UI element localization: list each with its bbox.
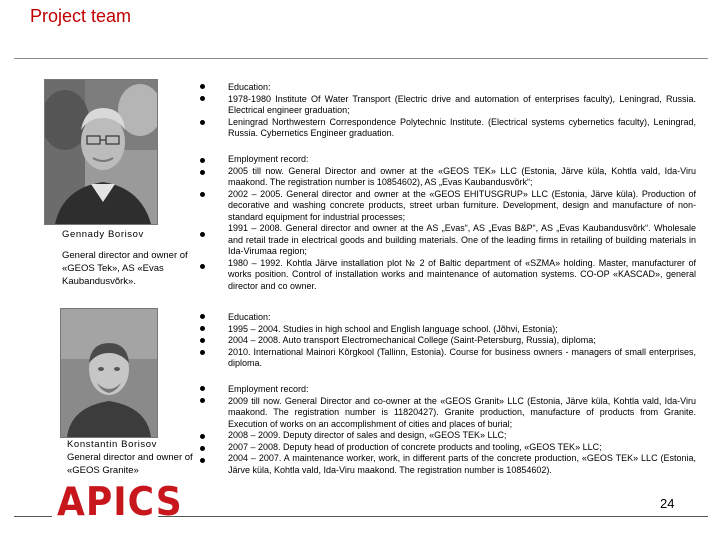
education-item: 1978-1980 Institute Of Water Transport (Electric drive and automation of enterprises faculty), Leningrad, Russia. Electrical engineer graduation;: [228, 93, 696, 115]
education-heading: Education:: [228, 82, 271, 92]
apics-logo: APICS: [57, 479, 183, 526]
employment-block-konstantin: [228, 384, 696, 476]
employment-item: 1980 – 1992. Kohtla Järve installation plot № 2 of Baltic department of «SZMA» holding. Master, manufacturer of works position. Control of installation works and maintenance of automation systems. CO-OP «KASCAD», general director and co owner.: [228, 257, 696, 291]
page-title: Project team: [30, 6, 132, 26]
person-name: Konstantin Borisov: [67, 439, 158, 450]
person-role: General director and owner of «GEOS Granite»: [67, 452, 193, 476]
person-role: General director and owner of «GEOS Tek», AS «Evas Kaubandusvõrk».: [62, 250, 188, 287]
education-item: 1995 – 2004. Studies in high school and English language school. (Jõhvi, Estonia);: [228, 323, 558, 334]
employment-item: 2002 – 2005. General director and owner at the «GEOS EHITUSGRUP» LLC (Estonia, Järve küla). Production of decorative and washing concrete products, street urban furniture. Development, design and manufacture of non-standard equipment for industrial processes;: [228, 188, 696, 222]
education-block-konstantin: [228, 312, 696, 370]
footer-divider-left: [14, 516, 52, 517]
education-heading: Education:: [228, 312, 271, 322]
person-name: Gennady Borisov: [62, 229, 144, 240]
page-number: 24: [660, 496, 675, 511]
title-divider: [14, 58, 708, 59]
education-item: 2010. International Mainori Kõrgkool (Tallinn, Estonia). Course for business owners - managers of small enterprises, diploma.: [228, 346, 696, 368]
employment-item: 2005 till now. General Director and owner at the «GEOS TEK» LLC (Estonia, Järve küla, Kohtla vald, Ida-Viru maakond. The registration number is 10854602), AS „Evas Kaubandusvõrk“;: [228, 165, 696, 187]
employment-item: 2008 – 2009. Deputy director of sales and design, «GEOS TEK» LLC;: [228, 430, 507, 440]
employment-item: 2004 – 2007. A maintenance worker, work, in different parts of the concrete production, «GEOS TEK» LLC (Estonia, Järve küla, Kohtla vald, Ida-Viru maakond. The registration number is 10854602).: [228, 453, 696, 475]
education-item: 2004 – 2008. Auto transport Electromechanical College (Saint-Petersburg, Russia), diploma;: [228, 335, 596, 345]
footer-divider-right: [158, 516, 708, 517]
employment-item: 1991 – 2008. General director and owner at the AS „Evas“, AS „Evas B&P“, AS „Evas Kaubandusvõrk“. Wholesale and retail trade in electrical goods and building materials. One of the leading firms in retailing of building materials in Ida-Virumaa region;: [228, 223, 696, 256]
employment-heading: Employment record:: [228, 384, 309, 394]
employment-block-gennady: [228, 154, 696, 292]
employment-item: 2007 – 2008. Deputy head of production of concrete products and tooling, «GEOS TEK» LLC;: [228, 441, 602, 452]
education-block-gennady: [228, 82, 696, 140]
employment-item: 2009 till now. General Director and co-owner at the «GEOS Granit» LLC (Estonia, Järve küla, Kohtla vald, Ida-Viru maakond. The registration number is 11820427). Granite production, manufacture of products from Granite. Execution of works on an accomplishment of cities and places of burial;: [228, 395, 696, 429]
education-item: Leningrad Northwestern Correspondence Polytechnic Institute. (Electrical systems cybernetics faculty), Leningrad, Russia. Cybernetics Engineer graduation.: [228, 116, 696, 138]
employment-heading: Employment record:: [228, 154, 309, 164]
portrait-photo-gennady: [44, 79, 158, 225]
person-caption-gennady: [62, 228, 190, 288]
person-caption-konstantin: [67, 438, 195, 477]
portrait-photo-konstantin: [60, 308, 158, 438]
